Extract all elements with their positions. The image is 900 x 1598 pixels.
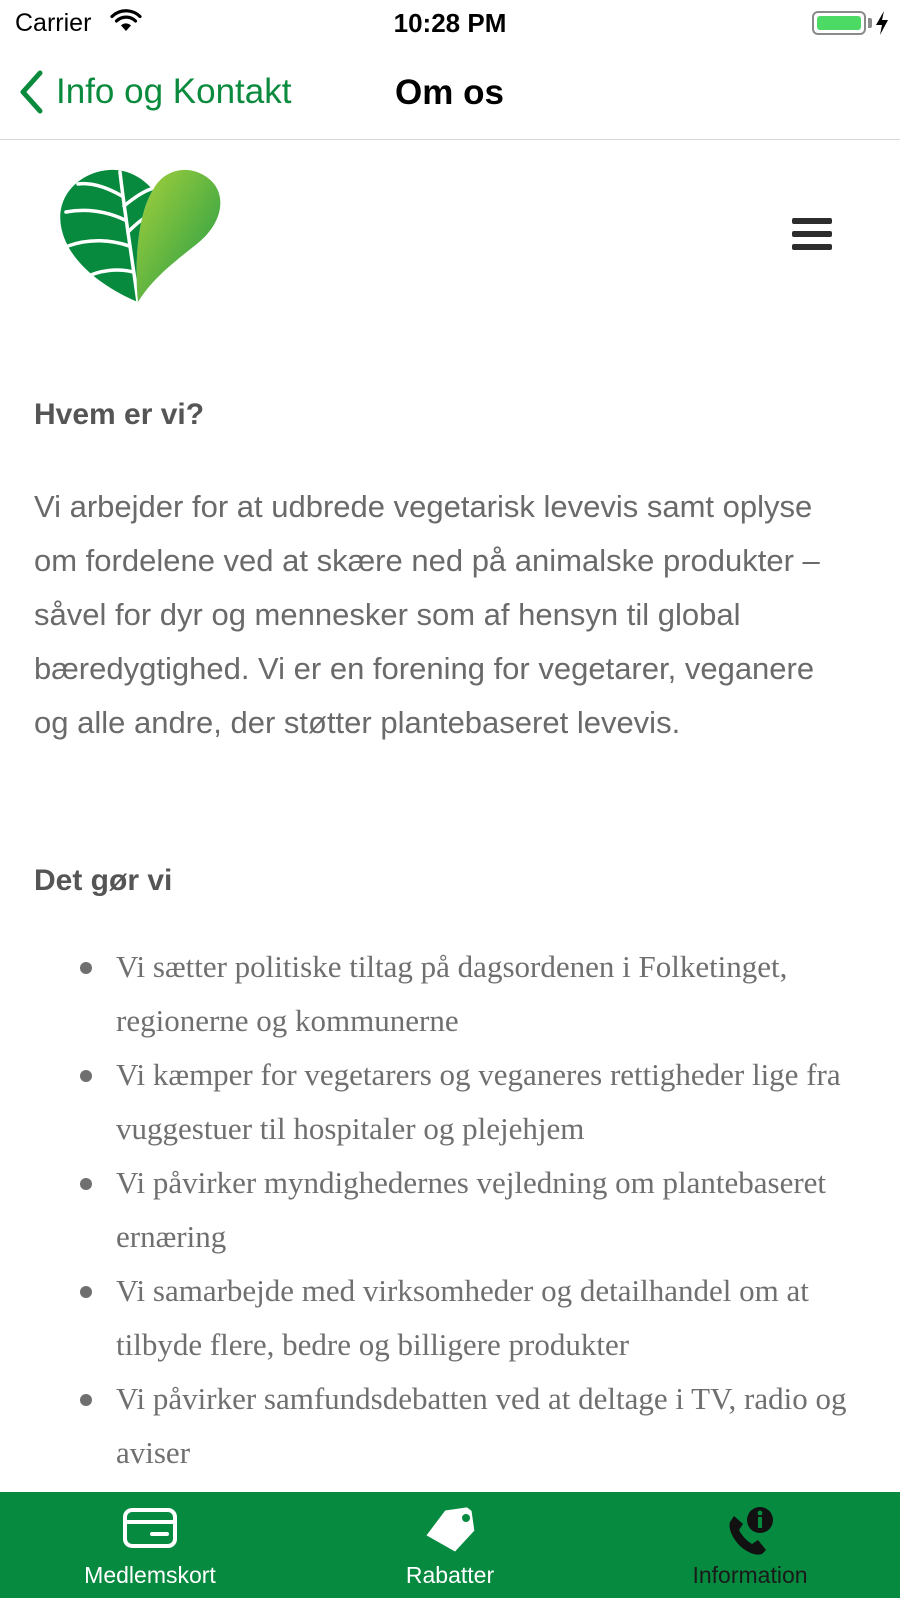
intro-paragraph: Vi arbejder for at udbrede vegetarisk levevis samt oplyse om fordelene ved at skære ned på animalske produkter – såvel for dyr og mennesker som af hensyn til global bæredygtighed. Vi er en forening for vegetarer, veganere og alle andre, der støtter plantebaseret levevis. — [34, 489, 820, 740]
battery-cap — [868, 18, 872, 28]
phone-info-icon — [720, 1506, 780, 1556]
status-bar — [0, 0, 900, 46]
what-heading: Det gør vi — [34, 864, 173, 897]
tab-label: Rabatter — [405, 1562, 495, 1588]
activities-list — [80, 940, 870, 1480]
web-content[interactable] — [0, 140, 900, 1492]
navigation-bar — [0, 46, 900, 140]
carrier-label: Carrier — [15, 9, 92, 37]
list-item: Vi sætter politiske tiltag på dagsordenen i Folketinget, regionerne og kommunerne — [80, 940, 870, 1048]
menu-line — [792, 218, 832, 224]
tab-medlemskort[interactable] — [0, 1492, 300, 1598]
back-label: Info og Kontakt — [56, 72, 292, 111]
list-item: Vi kæmper for vegetarers og veganeres rettigheder lige fra vuggestuer til hospitaler og plejehjem — [80, 1048, 870, 1156]
who-heading: Hvem er vi? — [34, 398, 205, 431]
tab-label: Information — [692, 1562, 808, 1588]
menu-line — [792, 231, 832, 237]
list-item: Vi samarbejde med virksomheder og detailhandel om at tilbyde flere, bedre og billigere produkter — [80, 1264, 870, 1372]
tab-bar — [0, 1492, 900, 1598]
tab-information[interactable] — [600, 1492, 900, 1598]
menu-line — [792, 244, 832, 250]
battery-icon — [812, 11, 866, 35]
back-button[interactable] — [18, 66, 291, 118]
list-item: Vi påvirker samfundsdebatten ved at deltage i TV, radio og aviser — [80, 1372, 870, 1480]
hamburger-menu-icon[interactable] — [792, 218, 832, 252]
battery-fill — [817, 16, 861, 30]
heart-leaf-logo — [58, 168, 228, 308]
chevron-left-icon — [18, 69, 44, 115]
membership-card-icon — [122, 1506, 178, 1550]
charging-bolt-icon — [874, 10, 890, 36]
price-tag-icon — [422, 1506, 478, 1552]
page-title: Om os — [395, 73, 504, 112]
tab-label: Medlemskort — [84, 1562, 216, 1588]
tab-rabatter[interactable] — [300, 1492, 600, 1598]
clock: 10:28 PM — [393, 8, 507, 38]
list-item: Vi påvirker myndighedernes vejledning om plantebaseret ernæring — [80, 1156, 870, 1264]
